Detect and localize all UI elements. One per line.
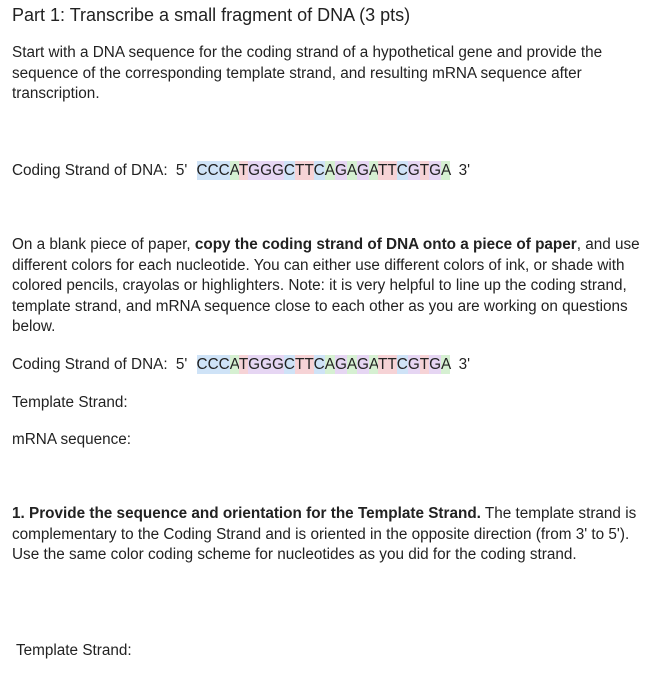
nucleotide-G: G	[334, 162, 347, 179]
coding-strand-label: Coding Strand of DNA:	[12, 162, 168, 179]
answer-template-label: Template Strand:	[16, 642, 132, 659]
five-prime-label: 5'	[175, 162, 188, 179]
intro-block	[12, 43, 648, 105]
nucleotide-A: A	[368, 356, 379, 373]
instructions-paragraph	[12, 235, 648, 338]
nucleotide-T: T	[304, 356, 314, 373]
nucleotide-C: C	[313, 162, 325, 179]
nucleotide-C: C	[207, 356, 219, 373]
nucleotide-A: A	[440, 356, 451, 373]
nucleotide-C: C	[196, 162, 208, 179]
template-strand-line	[12, 392, 648, 414]
nucleotide-C: C	[218, 356, 230, 373]
nucleotide-G: G	[429, 356, 441, 373]
instructions-block	[12, 235, 648, 338]
question-1-bold: 1. Provide the sequence and orientation for the Template Strand.	[12, 505, 481, 522]
nucleotide-G: G	[248, 162, 261, 179]
nucleotide-G: G	[407, 356, 420, 373]
mrna-label: mRNA sequence:	[12, 431, 132, 448]
nucleotide-T: T	[419, 356, 430, 373]
question-1-block	[12, 504, 648, 566]
question-1-rest: The template strand is complementary to the Coding Strand and is oriented in the opposite direction (from 3' to 5'). Use the same color coding scheme for nucleotides as you did for the coding strand.	[12, 505, 637, 563]
nucleotide-C: C	[283, 356, 295, 373]
nucleotide-G: G	[260, 356, 272, 373]
five-prime-label: 5'	[175, 356, 188, 373]
nucleotide-C: C	[283, 162, 295, 179]
nucleotide-T: T	[378, 162, 388, 179]
instructions-rest: , and use different colors for each nucleotide. You can either use different colors of ink, or shade with colored pencils, crayolas or highlighters. Note: it is very helpful to line up the coding strand, template strand, and mRNA sequence close to each other as you are working on questions below.	[12, 236, 640, 335]
nucleotide-T: T	[304, 162, 314, 179]
nucleotide-G: G	[429, 162, 441, 179]
nucleotide-G: G	[357, 356, 369, 373]
nucleotide-G: G	[407, 162, 420, 179]
nucleotide-T: T	[238, 162, 249, 179]
nucleotide-A: A	[440, 162, 451, 179]
coding-strand-label: Coding Strand of DNA:	[12, 356, 168, 373]
three-prime-label: 3'	[458, 356, 471, 373]
nucleotide-G: G	[357, 162, 369, 179]
answer-template-line	[16, 640, 648, 662]
intro-paragraph: Start with a DNA sequence for the coding strand of a hypothetical gene and provide the sequence of the corresponding template strand, and resulting mRNA sequence after transcription.	[12, 44, 603, 102]
nucleotide-A: A	[229, 356, 239, 373]
nucleotide-T: T	[387, 162, 397, 179]
mrna-line	[12, 429, 648, 451]
question-1-paragraph	[12, 504, 648, 566]
nucleotide-C: C	[196, 356, 208, 373]
nucleotide-T: T	[238, 356, 249, 373]
coding-strand-sequence	[197, 162, 451, 179]
coding-strand-line-2	[12, 354, 648, 376]
template-strand-label: Template Strand:	[12, 394, 128, 411]
nucleotide-C: C	[207, 162, 219, 179]
nucleotide-T: T	[294, 162, 305, 179]
instructions-lead: On a blank piece of paper,	[12, 236, 195, 253]
nucleotide-C: C	[313, 356, 325, 373]
page-title: Part 1: Transcribe a small fragment of DNA (3 pts)	[12, 5, 411, 25]
nucleotide-A: A	[324, 162, 335, 179]
nucleotide-A: A	[368, 162, 379, 179]
nucleotide-G: G	[248, 356, 261, 373]
nucleotide-A: A	[229, 162, 239, 179]
nucleotide-C: C	[396, 356, 408, 373]
coding-strand-sequence	[197, 356, 451, 373]
nucleotide-G: G	[334, 356, 347, 373]
nucleotide-A: A	[324, 356, 335, 373]
title-block	[12, 4, 648, 26]
nucleotide-G: G	[271, 162, 284, 179]
nucleotide-A: A	[346, 356, 358, 373]
nucleotide-T: T	[294, 356, 305, 373]
three-prime-label: 3'	[458, 162, 471, 179]
nucleotide-C: C	[396, 162, 408, 179]
nucleotide-T: T	[378, 356, 388, 373]
instructions-bold: copy the coding strand of DNA onto a piece of paper	[194, 236, 577, 253]
nucleotide-T: T	[387, 356, 397, 373]
nucleotide-G: G	[271, 356, 284, 373]
coding-strand-line-1	[12, 160, 648, 182]
nucleotide-C: C	[218, 162, 230, 179]
nucleotide-G: G	[260, 162, 272, 179]
nucleotide-T: T	[419, 162, 430, 179]
nucleotide-A: A	[346, 162, 358, 179]
